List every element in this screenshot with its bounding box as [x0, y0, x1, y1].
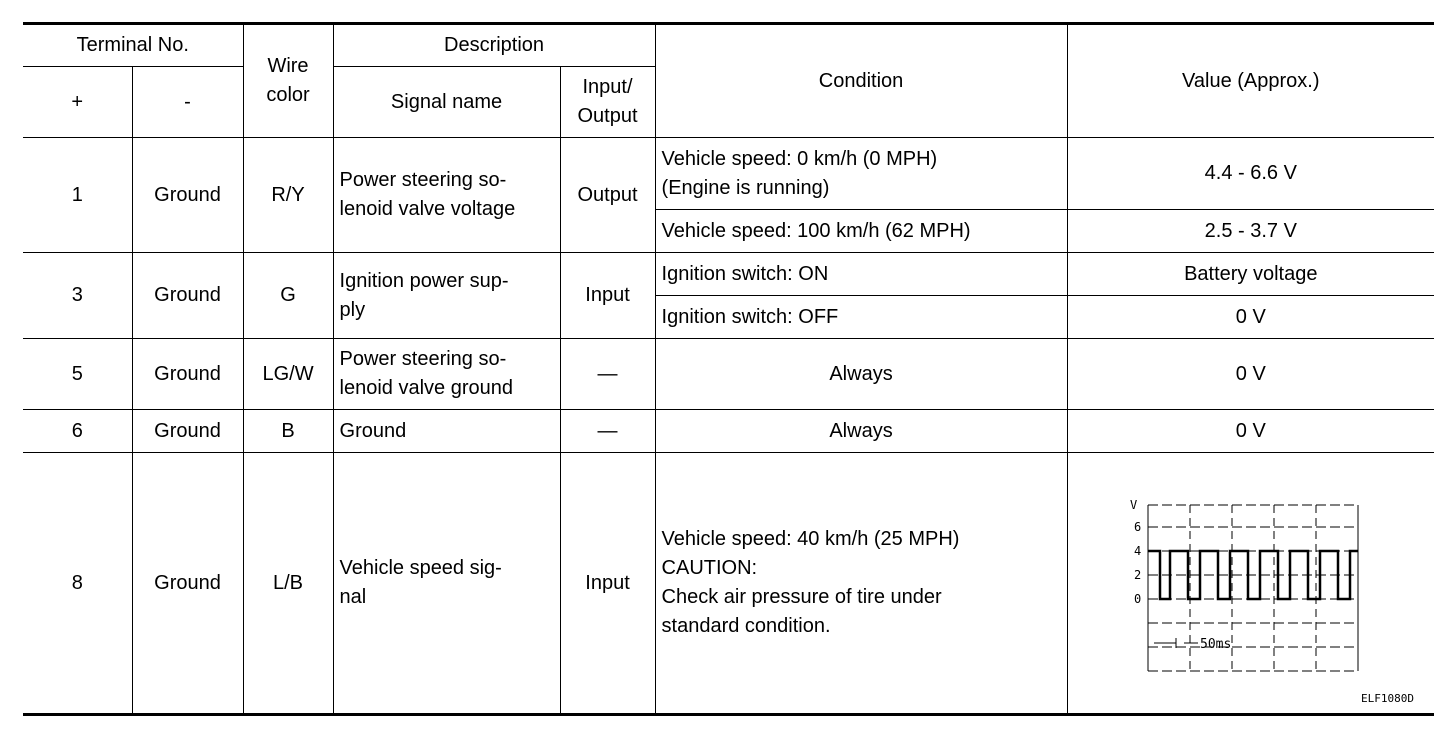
wire-color: R/Y [243, 138, 333, 253]
signal-name: Vehicle speed sig- nal [333, 453, 560, 715]
wire-color: L/B [243, 453, 333, 715]
signal-name: Ground [333, 410, 560, 453]
header-signal-name: Signal name [333, 67, 560, 138]
waveform-tick: 4 [1133, 544, 1141, 558]
condition: Vehicle speed: 40 km/h (25 MPH) CAUTION: Check air pressure of tire under standard condition. [655, 453, 1067, 715]
input-output: — [560, 410, 655, 453]
figure-code: ELF1080D [1361, 692, 1415, 705]
value: 2.5 - 3.7 V [1067, 210, 1434, 253]
terminal-plus: 1 [23, 138, 132, 253]
header-input-output: Input/ Output [560, 67, 655, 138]
signal-name: Power steering so- lenoid valve voltage [333, 138, 560, 253]
value: 0 V [1067, 339, 1434, 410]
terminal-plus: 6 [23, 410, 132, 453]
condition: Vehicle speed: 100 km/h (62 MPH) [655, 210, 1067, 253]
input-output: — [560, 339, 655, 410]
value: 0 V [1067, 410, 1434, 453]
wire-color: B [243, 410, 333, 453]
terminal-plus: 8 [23, 453, 132, 715]
header-minus: - [132, 67, 243, 138]
condition: Always [655, 410, 1067, 453]
header-terminal-no: Terminal No. [23, 24, 243, 67]
condition: Ignition switch: OFF [655, 296, 1067, 339]
waveform-time-label: 50ms [1199, 637, 1231, 652]
condition: Always [655, 339, 1067, 410]
header-condition: Condition [655, 24, 1067, 138]
waveform-tick: 2 [1133, 568, 1141, 582]
square-wave-icon [1118, 493, 1363, 693]
signal-name: Ignition power sup- ply [333, 253, 560, 339]
wire-color: LG/W [243, 339, 333, 410]
wire-color: G [243, 253, 333, 339]
header-plus: + [23, 67, 132, 138]
waveform-tick: 0 [1133, 592, 1141, 606]
input-output: Input [560, 253, 655, 339]
waveform-tick: 6 [1133, 520, 1141, 534]
terminal-minus: Ground [132, 410, 243, 453]
value: 4.4 - 6.6 V [1067, 138, 1434, 210]
input-output: Input [560, 453, 655, 715]
terminal-plus: 3 [23, 253, 132, 339]
terminal-table [23, 22, 1434, 716]
value: Battery voltage [1067, 253, 1434, 296]
terminal-plus: 5 [23, 339, 132, 410]
value: 0 V [1067, 296, 1434, 339]
waveform-axis-label: V [1129, 498, 1137, 512]
terminal-minus: Ground [132, 453, 243, 715]
table-row [23, 410, 1434, 453]
header-wire-color: Wire color [243, 24, 333, 138]
header-description: Description [333, 24, 655, 67]
signal-name: Power steering so- lenoid valve ground [333, 339, 560, 410]
waveform-figure [1068, 453, 1435, 713]
header-value: Value (Approx.) [1067, 24, 1434, 138]
table-row [23, 453, 1434, 715]
condition: Ignition switch: ON [655, 253, 1067, 296]
value-waveform-cell [1067, 453, 1434, 715]
terminal-minus: Ground [132, 339, 243, 410]
terminal-minus: Ground [132, 253, 243, 339]
terminal-minus: Ground [132, 138, 243, 253]
table-row [23, 339, 1434, 410]
table-row [23, 138, 1434, 210]
input-output: Output [560, 138, 655, 253]
table-row [23, 253, 1434, 296]
condition: Vehicle speed: 0 km/h (0 MPH) (Engine is running) [655, 138, 1067, 210]
